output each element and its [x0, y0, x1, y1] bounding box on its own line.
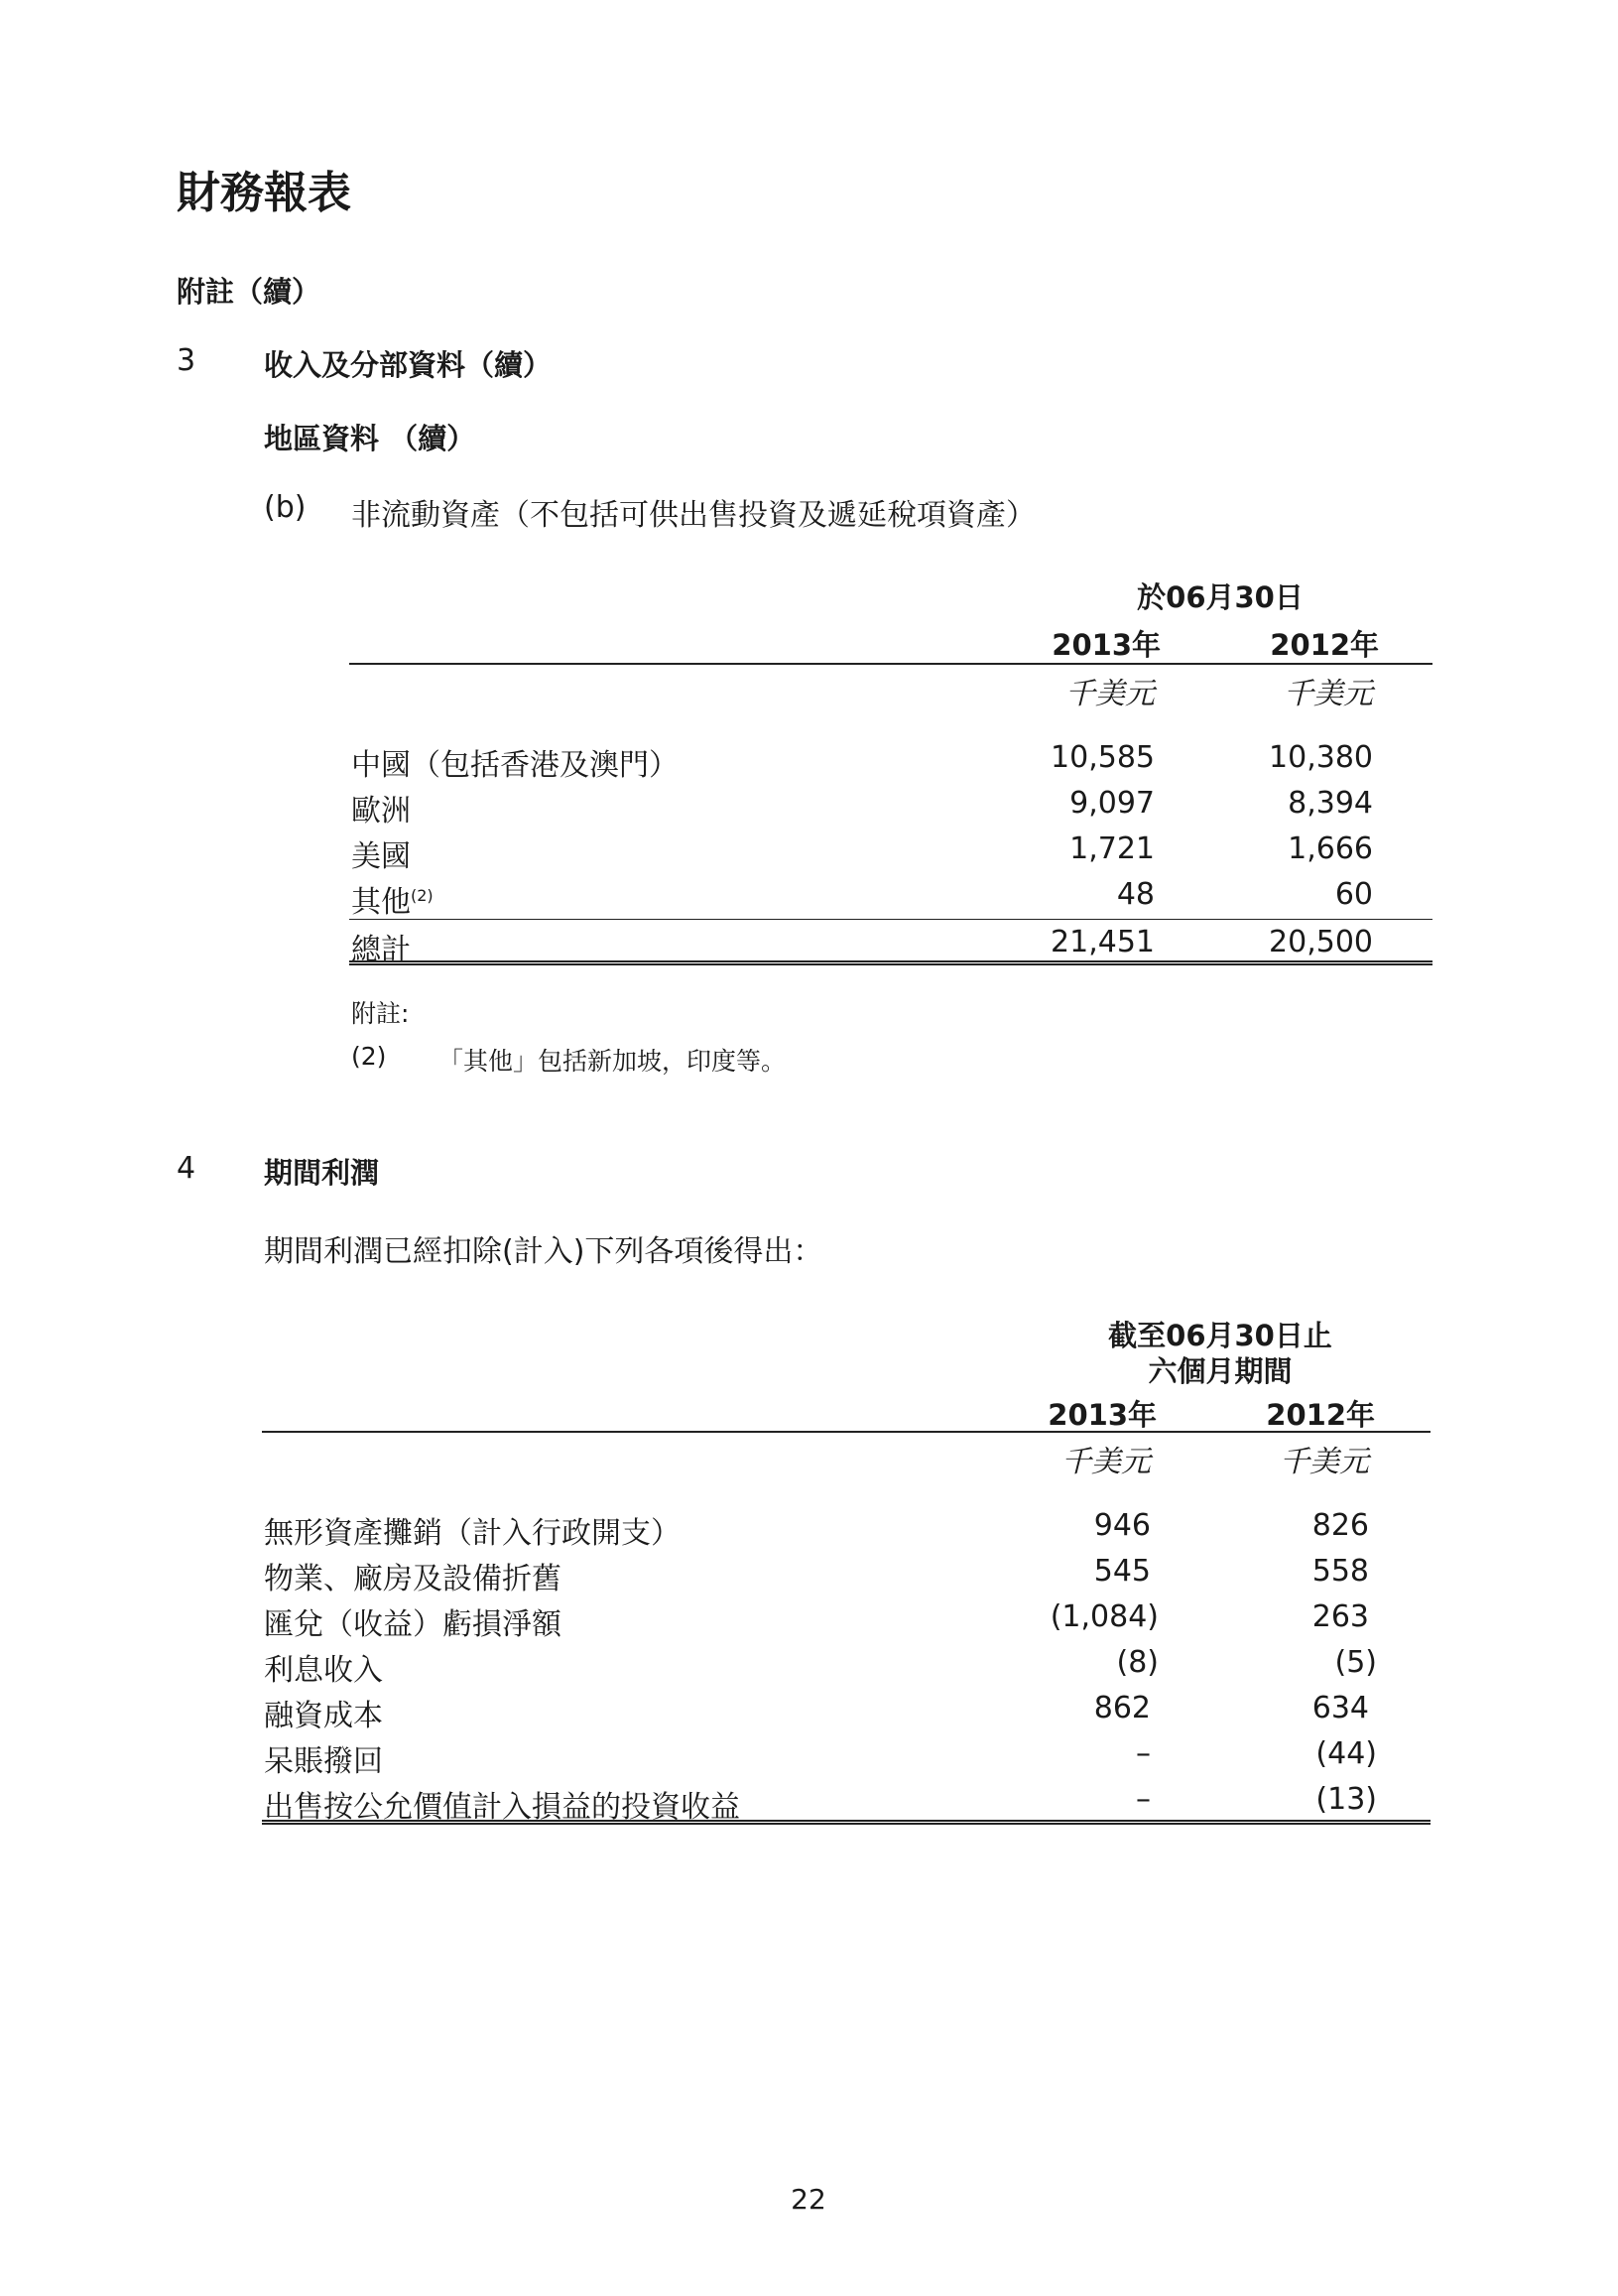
s4-col-2013: 2013年 — [1048, 1398, 1157, 1432]
s4-row-label: 出售按公允價值計入損益的投資收益 — [264, 1790, 740, 1825]
section-3-item-title: 非流動資產（不包括可供出售投資及遞延稅項資產） — [351, 498, 1036, 533]
section-4-number: 4 — [177, 1151, 196, 1186]
s3-total-label: 總計 — [351, 933, 411, 967]
section-3-item-label: (b) — [264, 490, 307, 525]
s3-row-value-2013: 9,097 — [1069, 786, 1155, 821]
s3-period-header: 於06月30日 — [1137, 580, 1304, 614]
section-4-title: 期間利潤 — [264, 1156, 380, 1190]
s3-total-top-rule — [349, 919, 1432, 920]
s3-footnote-number: (2) — [351, 1042, 387, 1071]
s3-unit-2013: 千美元 — [1065, 677, 1155, 711]
s3-col-2013: 2013年 — [1052, 628, 1161, 662]
s4-double-rule — [262, 1820, 1431, 1825]
s4-row-value-2013: – — [1136, 1736, 1151, 1771]
s4-row-value-2012: (13) — [1315, 1782, 1377, 1817]
page-title: 財務報表 — [177, 168, 351, 218]
s4-unit-2013: 千美元 — [1061, 1445, 1151, 1479]
s3-row-value-2012: 1,666 — [1288, 831, 1373, 866]
section-3-number: 3 — [177, 343, 196, 378]
s3-row-label: 中國（包括香港及澳門） — [351, 748, 679, 783]
s3-row-label: 美國 — [351, 839, 411, 874]
s4-row-value-2013: 946 — [1093, 1508, 1151, 1543]
s4-row-value-2012: (44) — [1315, 1736, 1377, 1771]
s4-row-label: 呆賬撥回 — [264, 1744, 383, 1779]
s4-header-rule — [262, 1431, 1431, 1433]
s4-row-label: 匯兌（收益）虧損淨額 — [264, 1607, 561, 1642]
s4-row-value-2013: 862 — [1093, 1691, 1151, 1725]
s3-col-2012: 2012年 — [1270, 628, 1379, 662]
s3-unit-2012: 千美元 — [1284, 677, 1373, 711]
footnote-marker: (2) — [411, 886, 434, 905]
s3-total-double-rule — [349, 960, 1432, 965]
s3-footnote-text: 「其他」包括新加坡，印度等。 — [438, 1047, 787, 1076]
s4-col-2012: 2012年 — [1266, 1398, 1375, 1432]
s4-unit-2012: 千美元 — [1280, 1445, 1369, 1479]
s4-row-value-2013: (1,084) — [1050, 1599, 1159, 1634]
s4-row-value-2013: – — [1136, 1782, 1151, 1817]
s3-row-label: 其他$^{(2)}$ — [351, 885, 434, 920]
s4-period-header-line1: 截至06月30日止 — [1108, 1319, 1332, 1352]
s4-row-value-2013: 545 — [1093, 1554, 1151, 1589]
section-3-title: 收入及分部資料（續） — [264, 348, 553, 382]
s4-row-value-2012: 634 — [1311, 1691, 1369, 1725]
s4-row-value-2012: (5) — [1334, 1645, 1377, 1680]
s3-row-value-2013: 10,585 — [1051, 740, 1155, 775]
s3-footnote-heading: 附註: — [351, 999, 410, 1028]
s4-row-label: 物業、廠房及設備折舊 — [264, 1562, 561, 1596]
s3-row-value-2012: 8,394 — [1288, 786, 1373, 821]
s4-period-header-line2: 六個月期間 — [1148, 1354, 1293, 1388]
s3-row-value-2012: 10,380 — [1269, 740, 1373, 775]
s3-row-value-2013: 1,721 — [1069, 831, 1155, 866]
s3-row-value-2013: 48 — [1116, 877, 1155, 912]
notes-heading: 附註（續） — [177, 275, 321, 309]
s4-row-label: 融資成本 — [264, 1699, 383, 1733]
s4-row-value-2012: 263 — [1311, 1599, 1369, 1634]
s3-row-label: 歐洲 — [351, 794, 411, 829]
s3-header-rule — [349, 663, 1432, 665]
s4-row-value-2013: (8) — [1116, 1645, 1159, 1680]
s3-total-2012: 20,500 — [1269, 925, 1373, 959]
s4-row-label: 利息收入 — [264, 1653, 383, 1688]
page-number: 22 — [791, 2183, 826, 2216]
section-4-intro: 期間利潤已經扣除(計入)下列各項後得出： — [264, 1234, 823, 1269]
s4-row-label: 無形資產攤銷（計入行政開支） — [264, 1516, 681, 1551]
s4-row-value-2012: 826 — [1311, 1508, 1369, 1543]
section-3-subtitle: 地區資料 （續） — [264, 422, 476, 455]
s3-row-value-2012: 60 — [1334, 877, 1373, 912]
s3-total-2013: 21,451 — [1051, 925, 1155, 959]
s4-row-value-2012: 558 — [1311, 1554, 1369, 1589]
